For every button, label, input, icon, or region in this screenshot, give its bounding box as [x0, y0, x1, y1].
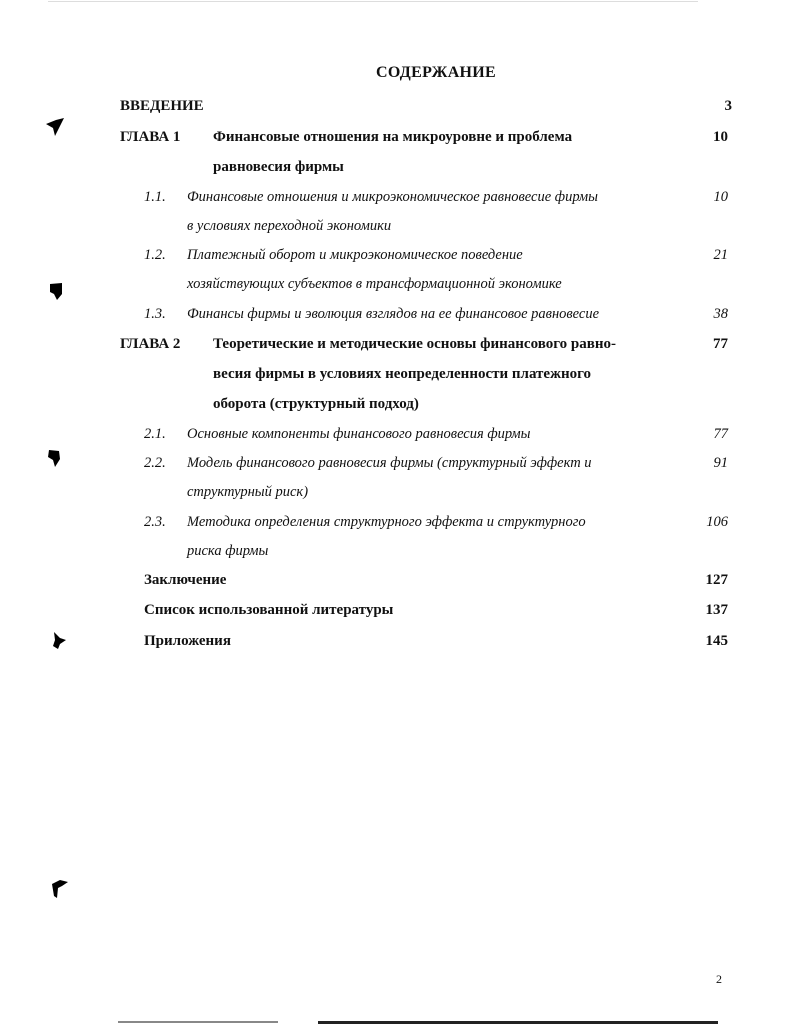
- toc-section-number: 2.1.: [144, 426, 166, 442]
- scan-bottom-edge-left: [118, 1021, 278, 1023]
- toc-section-title: Платежный оборот и микроэкономическое поведение: [187, 247, 523, 263]
- toc-chapter1-page: 10: [713, 129, 728, 145]
- toc-conclusion-label: Заключение: [144, 572, 227, 588]
- toc-intro-page: 3: [724, 98, 732, 114]
- toc-section-page: 21: [713, 247, 728, 263]
- toc-section-title-cont: в условиях переходной экономики: [187, 218, 392, 234]
- punch-hole-mark: [48, 280, 64, 302]
- toc-chapter2-title-cont: оборота (структурный подход): [213, 396, 419, 412]
- punch-hole-mark: [46, 447, 62, 469]
- toc-chapter2-title: Теоретические и методические основы финансового равно-: [213, 336, 616, 352]
- toc-chapter2-title-cont: весия фирмы в условиях неопределенности платежного: [213, 366, 592, 382]
- toc-chapter2-page: 77: [713, 336, 728, 352]
- toc-chapter2-label: ГЛАВА 2: [120, 336, 181, 352]
- toc-appendix-page: 145: [705, 633, 728, 649]
- toc-appendix-label: Приложения: [144, 633, 231, 649]
- toc-section-number: 1.1.: [144, 189, 166, 205]
- toc-chapter1-label: ГЛАВА 1: [120, 129, 181, 145]
- toc-section-number: 1.2.: [144, 247, 166, 263]
- toc-intro-label: ВВЕДЕНИЕ: [120, 98, 204, 114]
- toc-section-number: 2.3.: [144, 514, 166, 530]
- punch-hole-mark: [50, 630, 68, 650]
- toc-chapter1-title: Финансовые отношения на микроуровне и проблема: [213, 129, 573, 145]
- toc-references-page: 137: [705, 602, 728, 618]
- punch-hole-mark: [44, 116, 66, 138]
- toc-section-title: Основные компоненты финансового равновесия фирмы: [187, 426, 531, 442]
- toc-section-title: Финансовые отношения и микроэкономическое равновесие фирмы: [187, 189, 598, 205]
- toc-references-label: Список использованной литературы: [144, 602, 394, 618]
- toc-section-title-cont: хозяйствующих субъектов в трансформационной экономике: [187, 276, 562, 292]
- toc-section-title: Модель финансового равновесия фирмы (структурный эффект и: [187, 455, 592, 471]
- toc-chapter1-title-cont: равновесия фирмы: [213, 159, 344, 175]
- toc-section-page: 106: [706, 514, 728, 530]
- toc-section-title-cont: риска фирмы: [187, 543, 269, 559]
- punch-hole-mark: [50, 878, 70, 900]
- toc-section-number: 1.3.: [144, 306, 166, 322]
- toc-conclusion-page: 127: [705, 572, 728, 588]
- toc-section-title-cont: структурный риск): [187, 484, 309, 500]
- toc-section-page: 10: [713, 189, 728, 205]
- toc-title: СОДЕРЖАНИЕ: [375, 64, 497, 81]
- scan-top-edge: [48, 1, 698, 2]
- toc-section-page: 91: [713, 455, 728, 471]
- toc-section-page: 38: [713, 306, 728, 322]
- toc-section-title: Методика определения структурного эффекта и структурного: [187, 514, 586, 530]
- page-number: 2: [716, 972, 722, 986]
- toc-section-title: Финансы фирмы и эволюция взглядов на ее финансовое равновесие: [187, 306, 600, 322]
- toc-section-number: 2.2.: [144, 455, 166, 471]
- scan-bottom-edge: [318, 1021, 718, 1024]
- toc-section-page: 77: [713, 426, 728, 442]
